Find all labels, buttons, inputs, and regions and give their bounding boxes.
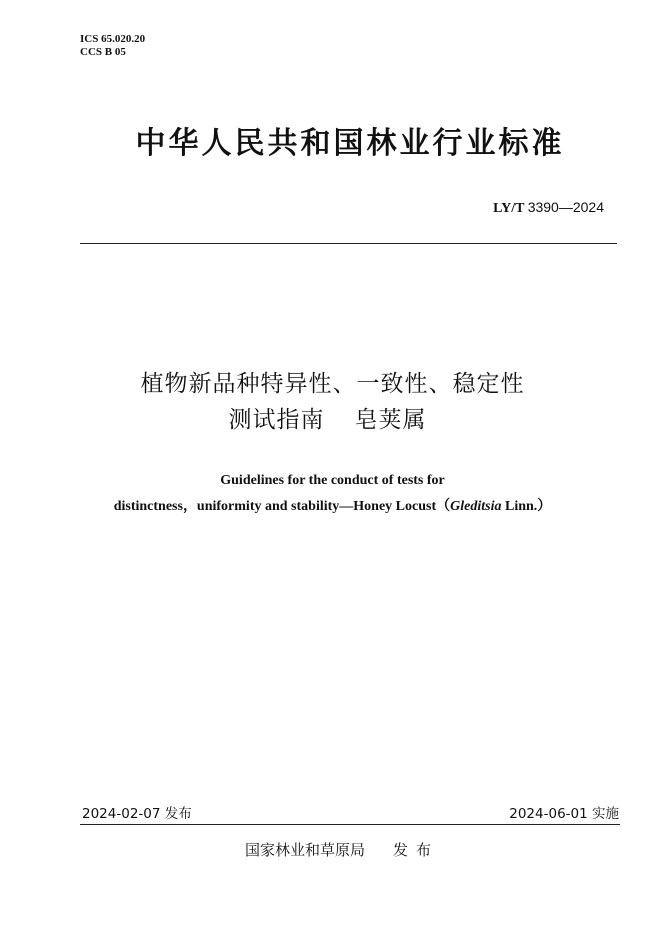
- bottom-divider: [80, 824, 620, 825]
- chinese-title-line2-part1: 测试指南: [228, 407, 325, 433]
- genus-name: Gleditsia: [450, 499, 502, 514]
- english-title: [0, 468, 665, 520]
- english-title-line2-prefix: distinctness，uniformity and stability—Honey Locust（: [113, 499, 451, 514]
- issuer-action: 发布: [393, 841, 440, 859]
- standard-category-title: 中华人民共和国林业行业标准: [135, 126, 565, 161]
- chinese-title-line2: [0, 402, 665, 438]
- implementation-date: 2024-06-01 实施: [509, 806, 619, 822]
- standard-prefix: LY/T: [493, 201, 525, 216]
- standard-code: 3390—2024: [527, 199, 604, 215]
- issuer-name: 国家林业和草原局: [245, 841, 366, 859]
- chinese-title-line1: 植物新品种特异性、一致性、稳定性: [140, 371, 525, 397]
- ics-code: ICS 65.020.20: [80, 33, 146, 45]
- top-divider: [80, 243, 617, 244]
- issue-date: 2024-02-07 发布: [82, 806, 192, 822]
- standard-number: [493, 199, 604, 217]
- ccs-code: CCS B 05: [80, 46, 126, 58]
- classification-codes: [80, 33, 145, 59]
- issuer: [245, 839, 439, 860]
- english-title-line1: Guidelines for the conduct of tests for: [220, 473, 445, 488]
- chinese-title: [0, 366, 665, 438]
- english-title-line2: [0, 494, 665, 520]
- chinese-title-line2-part2: 皂荚属: [354, 407, 427, 433]
- english-title-line2-suffix: Linn.）: [501, 499, 552, 514]
